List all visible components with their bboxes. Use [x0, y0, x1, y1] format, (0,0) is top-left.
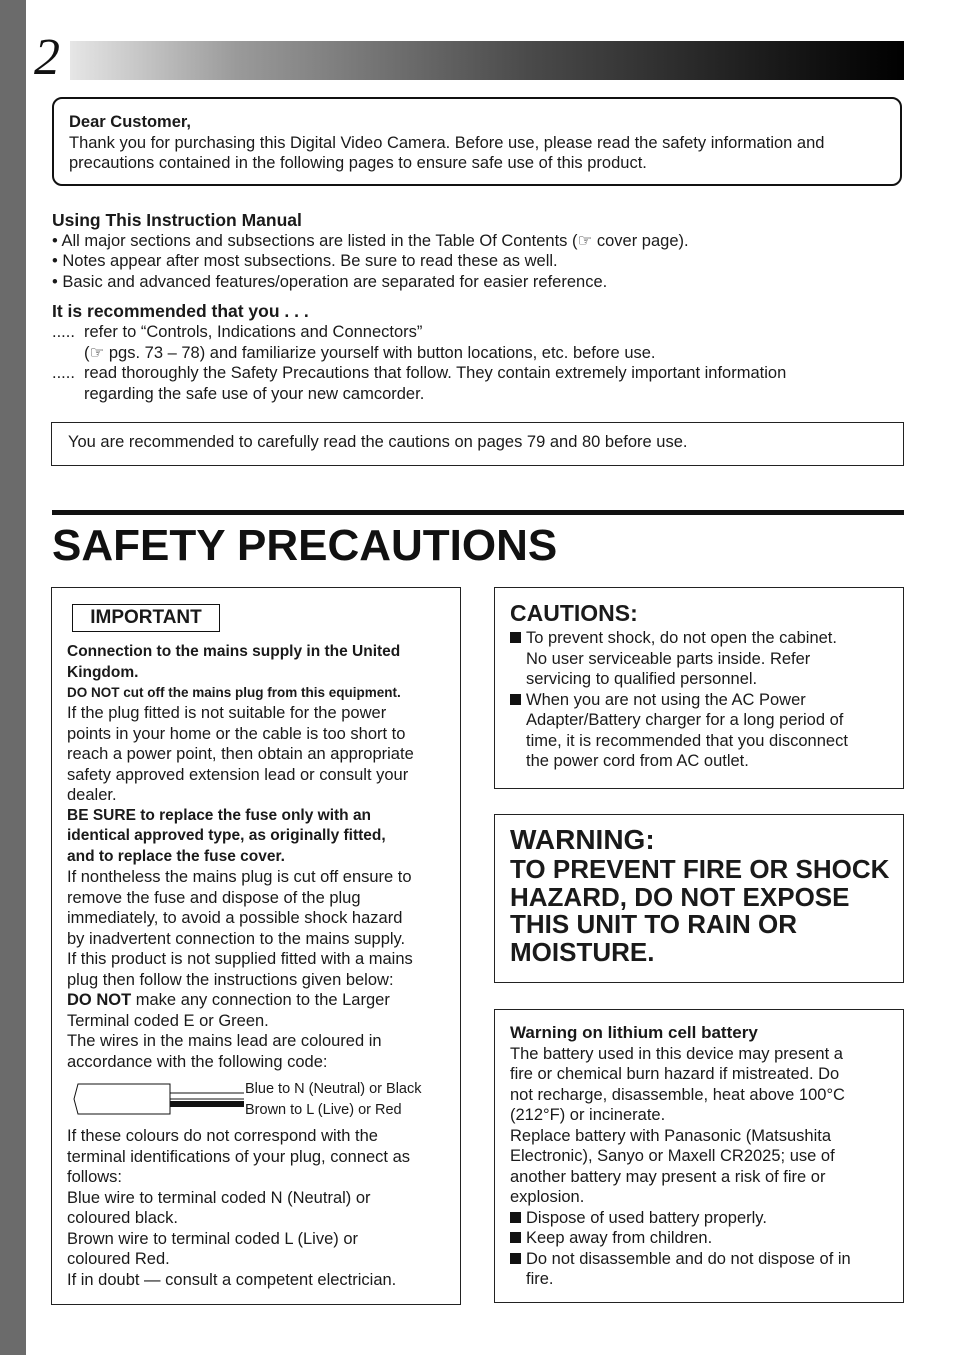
- important-warning-small: DO NOT cut off the mains plug from this equipment.: [67, 685, 401, 700]
- lithium-bullet: [510, 1249, 851, 1270]
- lithium-line: Replace battery with Panasonic (Matsushita: [510, 1126, 831, 1145]
- important-line: remove the fuse and dispose of the plug: [67, 888, 361, 907]
- important-badge: IMPORTANT: [72, 604, 220, 632]
- lithium-bullet-text: fire.: [526, 1270, 554, 1288]
- leader-dots: .....: [52, 364, 75, 382]
- lithium-line: explosion.: [510, 1188, 585, 1206]
- important-line: coloured Red.: [67, 1250, 170, 1268]
- important-line: immediately, to avoid a possible shock hazard: [67, 909, 403, 927]
- recommended-item-1: [52, 322, 422, 343]
- warning-line: TO PREVENT FIRE OR SHOCK: [510, 854, 890, 884]
- lithium-line: not recharge, disassemble, heat above 100°C: [510, 1085, 845, 1104]
- important-bold-line: Connection to the mains supply in the United: [67, 643, 401, 660]
- important-bold-line: BE SURE to replace the fuse only with an: [67, 806, 372, 824]
- cautions-line: To prevent shock, do not open the cabinet.: [526, 629, 837, 647]
- section-rule: [52, 510, 904, 515]
- recommended-line: refer to “Controls, Indications and Connectors”: [84, 323, 423, 341]
- important-line: If in doubt — consult a competent electrician.: [67, 1270, 397, 1289]
- lithium-line: another battery may present a risk of fire or: [510, 1167, 826, 1186]
- lithium-content: [510, 1023, 851, 1290]
- do-not-label: DO NOT: [67, 991, 132, 1009]
- important-line: The wires in the mains lead are coloured in: [67, 1032, 382, 1050]
- manual-bullet: • Basic and advanced features/operation are separated for easier reference.: [52, 272, 608, 291]
- important-line: terminal identifications of your plug, connect as: [67, 1147, 411, 1166]
- lithium-heading: Warning on lithium cell battery: [510, 1023, 758, 1042]
- lithium-bullet: [510, 1208, 851, 1229]
- do-not-text: make any connection to the Larger: [131, 991, 390, 1009]
- important-line: by inadvertent connection to the mains supply.: [67, 929, 406, 948]
- warning-line: HAZARD, DO NOT EXPOSE: [510, 881, 850, 912]
- cable-sheath: [74, 1084, 170, 1114]
- important-line: accordance with the following code:: [67, 1052, 328, 1071]
- important-bold-line: and to replace the fuse cover.: [67, 847, 285, 865]
- important-line: dealer.: [67, 786, 117, 804]
- recommended-line: (☞ pgs. 73 – 78) and familiarize yourself with button locations, etc. before use.: [84, 344, 656, 362]
- important-bold-line: identical approved type, as originally fitted,: [67, 827, 386, 844]
- lithium-bullet-text: Dispose of used battery properly.: [526, 1208, 767, 1227]
- section-title: SAFETY PRECAUTIONS: [52, 521, 558, 570]
- warning-heading: WARNING:: [510, 824, 655, 855]
- lithium-line: Electronic), Sanyo or Maxell CR2025; use of: [510, 1147, 835, 1165]
- important-line: coloured black.: [67, 1209, 178, 1227]
- page-number: 2: [34, 29, 60, 86]
- important-line: If this product is not supplied fitted with a mains: [67, 950, 413, 968]
- recommended-line: regarding the safe use of your new camcorder.: [84, 385, 425, 403]
- warning-line: THIS UNIT TO RAIN OR: [510, 909, 797, 939]
- leader-dots: .....: [52, 323, 75, 341]
- manual-heading: Using This Instruction Manual: [52, 210, 302, 230]
- lithium-bullet-text: Keep away from children.: [526, 1229, 713, 1247]
- square-bullet-icon: [510, 1232, 521, 1243]
- square-bullet-icon: [510, 632, 521, 643]
- important-line: If the plug fitted is not suitable for the power: [67, 704, 387, 722]
- recommended-item-2: [52, 363, 786, 384]
- cautions-note-box: [51, 422, 904, 466]
- lithium-bullet-text: Do not disassemble and do not dispose of in: [526, 1249, 851, 1268]
- wire-brown-label: Brown to L (Live) or Red: [245, 1102, 402, 1118]
- important-line: Blue wire to terminal coded N (Neutral) or: [67, 1188, 371, 1207]
- important-line: points in your home or the cable is too short to: [67, 724, 406, 743]
- manual-bullet: • All major sections and subsections are listed in the Table Of Contents (☞ cover page).: [52, 231, 689, 250]
- lithium-bullet: [510, 1228, 851, 1249]
- warning-line: MOISTURE.: [510, 936, 655, 967]
- dear-customer-line: precautions contained in the following pages to ensure safe use of this product.: [69, 154, 647, 172]
- wire-blue-label: Blue to N (Neutral) or Black: [245, 1081, 422, 1097]
- important-content-continued: [67, 1126, 410, 1290]
- important-bold-line: Kingdom.: [67, 663, 139, 681]
- mains-lead-diagram: [72, 1080, 247, 1120]
- cautions-content: [510, 598, 848, 772]
- square-bullet-icon: [510, 1253, 521, 1264]
- cautions-line: the power cord from AC outlet.: [526, 752, 749, 770]
- header-gradient-bar: [70, 41, 904, 80]
- square-bullet-icon: [510, 1212, 521, 1223]
- cautions-line: Adapter/Battery charger for a long period of: [526, 711, 844, 729]
- dear-customer-line: Thank you for purchasing this Digital Video Camera. Before use, please read the safety information and: [69, 133, 825, 152]
- manual-section: [52, 210, 689, 292]
- cautions-line: time, it is recommended that you disconnect: [526, 731, 848, 750]
- dear-customer-heading: Dear Customer,: [69, 113, 191, 131]
- recommended-heading: It is recommended that you . . .: [52, 301, 309, 321]
- warning-content: [510, 824, 889, 966]
- cautions-note-text: You are recommended to carefully read the cautions on pages 79 and 80 before use.: [68, 433, 688, 451]
- cautions-item: [510, 690, 848, 711]
- cautions-item: [510, 628, 848, 649]
- dear-customer-box: [52, 97, 902, 186]
- important-line: reach a power point, then obtain an appropriate: [67, 745, 414, 763]
- lithium-line: (212°F) or incinerate.: [510, 1106, 666, 1124]
- important-line: plug then follow the instructions given below:: [67, 970, 394, 989]
- lithium-line: The battery used in this device may present a: [510, 1044, 843, 1063]
- important-do-not-line: [67, 990, 414, 1011]
- cautions-line: No user serviceable parts inside. Refer: [526, 649, 811, 668]
- lithium-line: fire or chemical burn hazard if mistreated. Do: [510, 1065, 840, 1083]
- important-line: If these colours do not correspond with the: [67, 1127, 378, 1145]
- important-content: [67, 642, 414, 1072]
- important-line: If nontheless the mains plug is cut off ensure to: [67, 868, 412, 886]
- important-line: follows:: [67, 1168, 123, 1186]
- wire-labels: [245, 1079, 421, 1121]
- cautions-line: When you are not using the AC Power: [526, 690, 806, 709]
- square-bullet-icon: [510, 694, 521, 705]
- important-line: safety approved extension lead or consult your: [67, 765, 409, 784]
- important-line: Terminal coded E or Green.: [67, 1011, 269, 1030]
- recommended-line: read thoroughly the Safety Precautions that follow. They contain extremely important information: [84, 364, 787, 382]
- cautions-line: servicing to qualified personnel.: [526, 670, 758, 688]
- brown-wire: [170, 1101, 244, 1107]
- left-margin-bar: [0, 0, 26, 1355]
- cautions-heading: CAUTIONS:: [510, 600, 638, 626]
- important-line: Brown wire to terminal coded L (Live) or: [67, 1229, 359, 1248]
- manual-bullet: • Notes appear after most subsections. Be sure to read these as well.: [52, 252, 558, 270]
